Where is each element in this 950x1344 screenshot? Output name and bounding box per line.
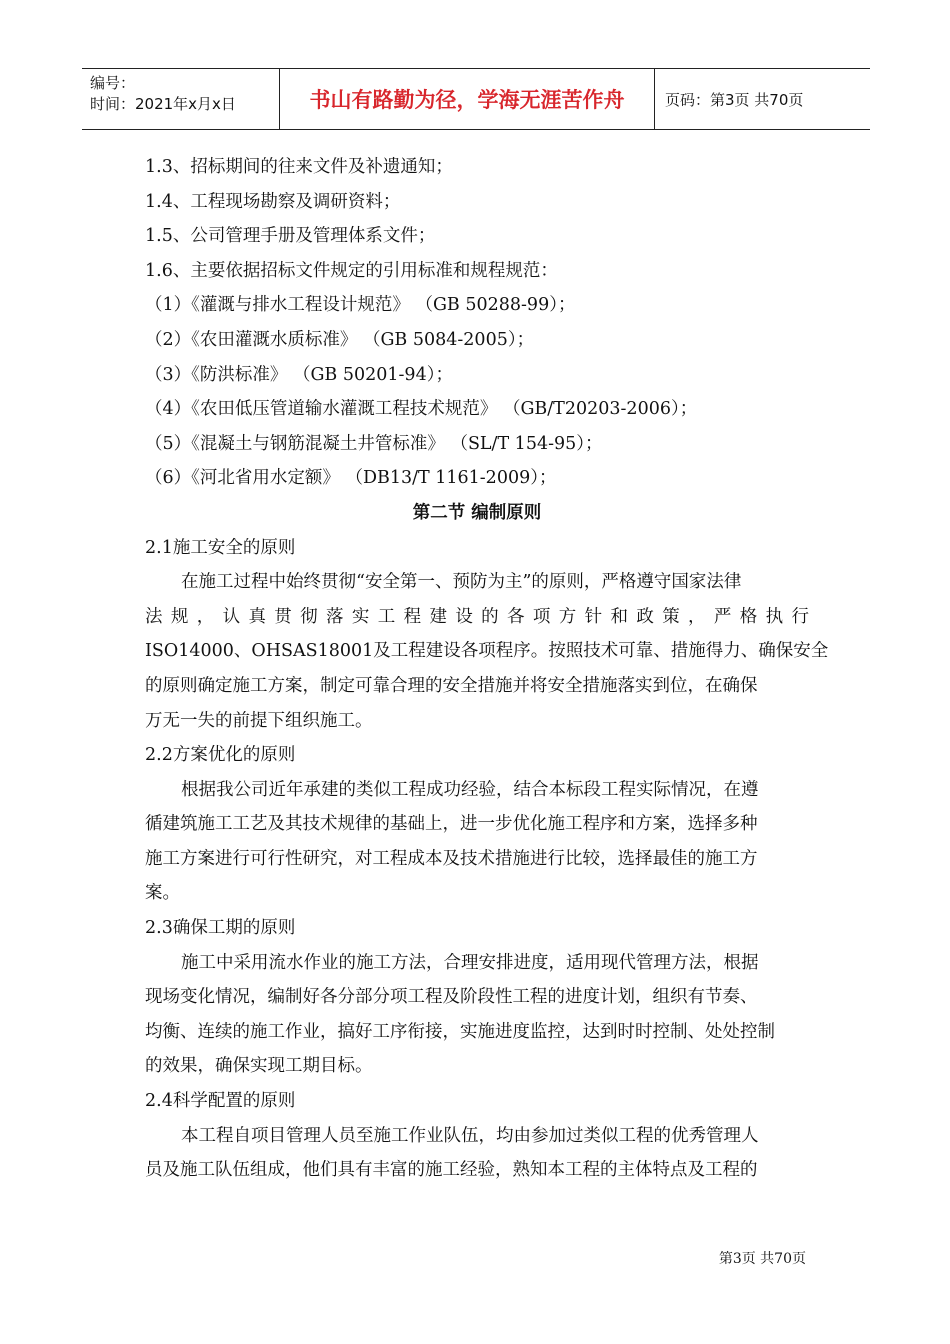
paragraph-line: 的原则确定施工方案，制定可靠合理的安全措施并将安全措施落实到位，在确保 xyxy=(145,675,758,696)
paragraph-line: 案。 xyxy=(145,883,180,904)
paragraph-line: 现场变化情况，编制好各分部分项工程及阶段性工程的进度计划，组织有节奏、 xyxy=(145,987,758,1008)
reference-item: 1.3、招标期间的往来文件及补遗通知； xyxy=(145,157,453,177)
paragraph-line: 在施工过程中始终贯彻“安全第一、预防为主”的原则，严格遵守国家法律 xyxy=(181,572,742,593)
standard-item: （5）《混凝土与钢筋混凝土井管标准》 （SL/T 154-95）； xyxy=(145,433,603,454)
subsection-heading: 2.2方案优化的原则 xyxy=(145,745,296,766)
reference-item: 1.5、公司管理手册及管理体系文件； xyxy=(145,226,436,247)
page-header xyxy=(82,68,870,130)
header-meta xyxy=(82,69,280,129)
header-page-label: 页码：第3页 共70页 xyxy=(665,90,804,109)
section-heading: 第二节 编制原则 xyxy=(412,502,542,523)
paragraph-line: 施工方案进行可行性研究，对工程成本及技术措施进行比较，选择最佳的施工方 xyxy=(145,848,758,869)
standard-item: （6）《河北省用水定额》 （DB13/T 1161-2009）； xyxy=(145,468,557,489)
paragraph-line: 万无一失的前提下组织施工。 xyxy=(145,710,373,731)
paragraph-line: 施工中采用流水作业的施工方法，合理安排进度，适用现代管理方法，根据 xyxy=(181,952,759,973)
paragraph-line: 均衡、连续的施工作业，搞好工序衔接，实施进度监控，达到时时控制、处处控制 xyxy=(145,1021,775,1042)
paragraph-line: 本工程自项目管理人员至施工作业队伍，均由参加过类似工程的优秀管理人 xyxy=(181,1125,759,1146)
standard-item: （2）《农田灌溉水质标准》 （GB 5084-2005）； xyxy=(145,329,535,350)
date-label: 时间：2021年x月x日 xyxy=(90,95,236,113)
header-motto: 书山有路勤为径，学海无涯苦作舟 xyxy=(280,69,655,129)
document-body xyxy=(145,150,829,1188)
subsection-heading: 2.1施工安全的原则 xyxy=(145,537,296,558)
reference-item: 1.6、主要依据招标文件规定的引用标准和规程规范： xyxy=(145,260,558,281)
page-footer: 第3页 共70页 xyxy=(718,1251,806,1267)
number-label: 编号： xyxy=(90,74,136,92)
paragraph-line: ISO14000、OHSAS18001及工程建设各项程序。按照技术可靠、措施得力、确保安全 xyxy=(145,641,829,662)
standard-item: （1）《灌溉与排水工程设计规范》 （GB 50288-99）； xyxy=(145,295,576,316)
standard-item: （3）《防洪标准》 （GB 50201-94）； xyxy=(145,364,453,385)
paragraph-line: 法规，认真贯彻落实工程建设的各项方针和政策，严格执行 xyxy=(145,606,809,627)
reference-item: 1.4、工程现场勘察及调研资料； xyxy=(145,191,401,212)
subsection-heading: 2.4科学配置的原则 xyxy=(145,1091,296,1112)
subsection-heading: 2.3确保工期的原则 xyxy=(145,918,296,939)
paragraph-line: 根据我公司近年承建的类似工程成功经验，结合本标段工程实际情况，在遵 xyxy=(181,779,759,800)
paragraph-line: 员及施工队伍组成，他们具有丰富的施工经验，熟知本工程的主体特点及工程的 xyxy=(145,1160,758,1181)
paragraph-line: 循建筑施工工艺及其技术规律的基础上，进一步优化施工程序和方案，选择多种 xyxy=(145,814,758,835)
paragraph-line: 的效果，确保实现工期目标。 xyxy=(145,1056,373,1077)
standard-item: （4）《农田低压管道输水灌溉工程技术规范》 （GB/T20203-2006）； xyxy=(145,399,698,420)
